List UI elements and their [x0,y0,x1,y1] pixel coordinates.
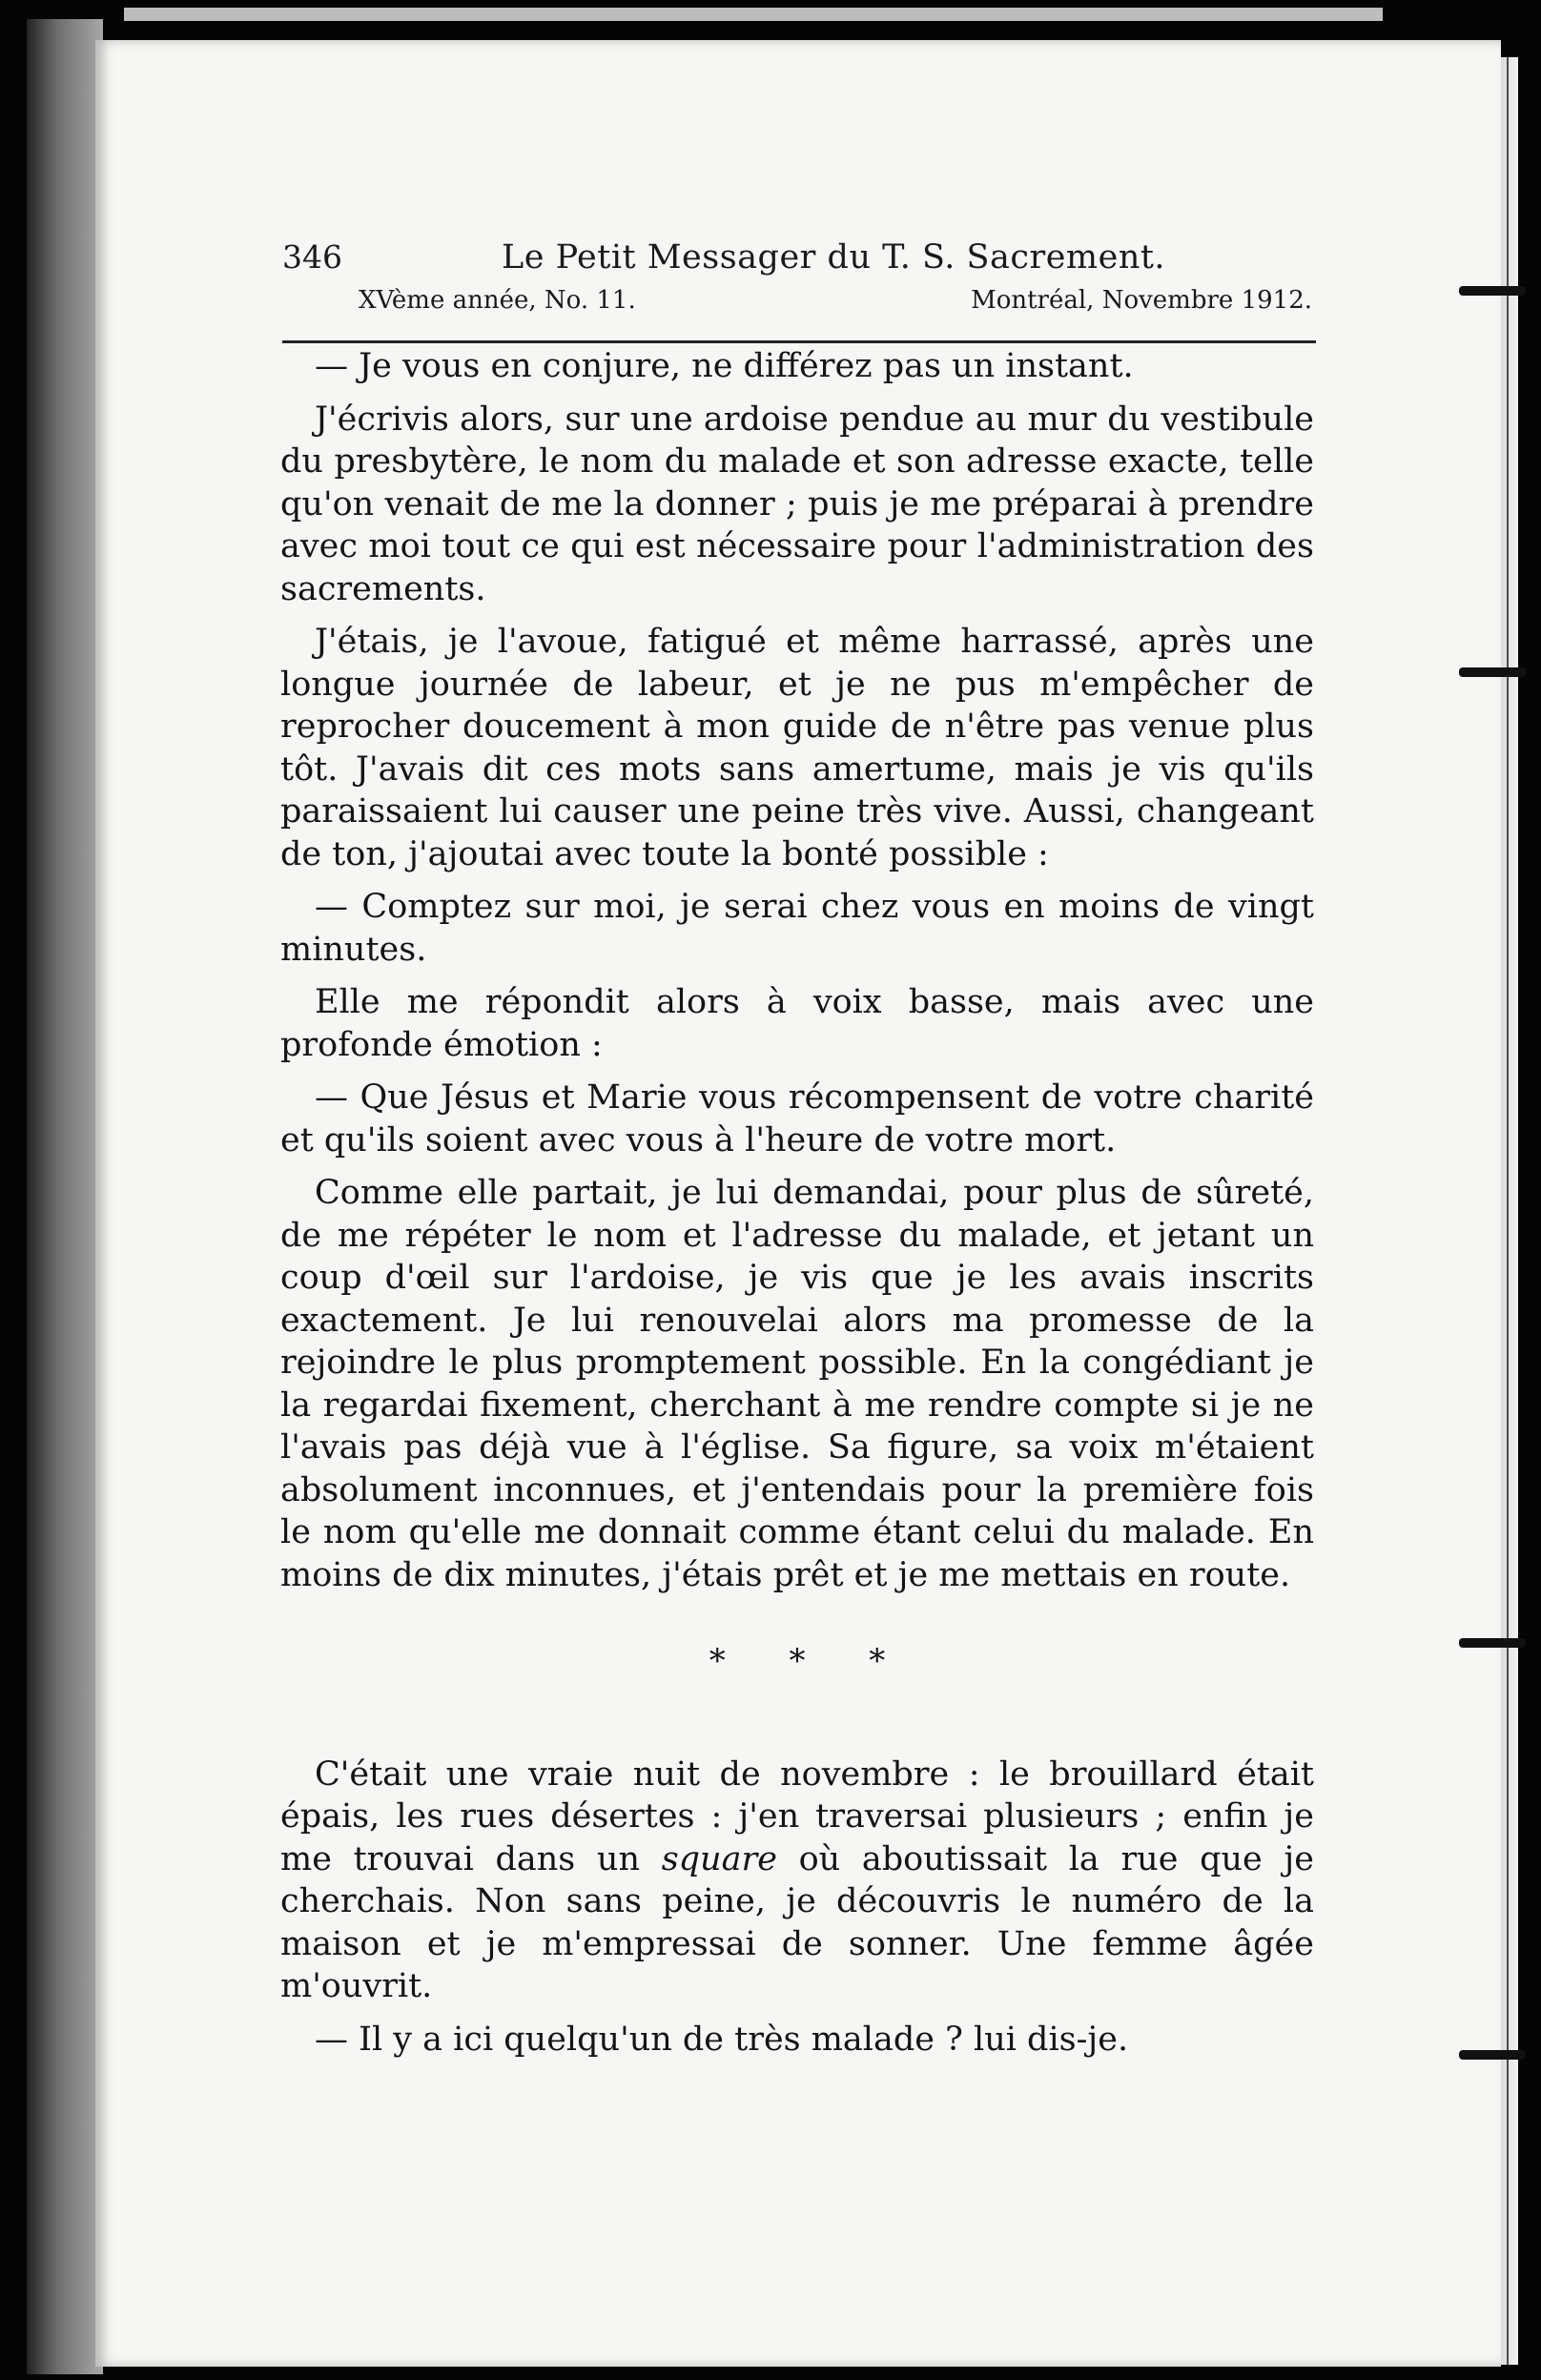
binding-stitch [1459,1638,1526,1648]
binding-stitch [1459,667,1526,677]
header-rule [282,340,1316,343]
paragraph: Elle me répondit alors à voix basse, mais avec une profonde émotion : [280,983,1314,1064]
article-body [280,345,1314,2071]
running-header [282,238,1312,326]
top-page-edge [124,8,1383,21]
dateline: Montréal, Novembre 1912. [971,286,1312,315]
right-page-edge [1499,57,1518,2365]
binding-stitch [1459,2050,1526,2060]
paragraph: — Comptez sur moi, je serai chez vous en moins de vingt minutes. [280,888,1314,969]
journal-title: Le Petit Messager du T. S. Sacrement. [502,238,1166,277]
page-number: 346 [282,238,342,276]
paragraph-text: où aboutissait la rue que je cherchais. Non sans peine, je découvris le numéro de la maison et je m'empressai de sonner. Une femme âgée m'ouvrit. [280,1839,1314,2005]
paragraph [280,1754,1314,2008]
paragraph-text: C'était une vraie nuit de novembre : le brouillard était épais, les rues désertes : j'en traversai plusieurs ; enfin je me trouvai dans un [280,1754,1314,1878]
paragraph: Comme elle partait, je lui demandai, pour plus de sûreté, de me répéter le nom et l'adresse du malade, et jetant un coup d'œil sur l'ardoise, je vis que je les avais inscrits exactement. Je lui renouvelai alors ma promesse de la rejoindre le plus promptement possible. En la congédiant je la regardai fixement, cherchant à me rendre compte si je ne l'avais pas déjà vue à l'église. Sa figure, sa voix m'étaient absolument inconnues, et j'entendais pour la première fois le nom qu'elle me donnait comme étant celui du malade. En moins de dix minutes, j'étais prêt et je me mettais en route. [280,1174,1314,1594]
paragraph: — Il y a ici quelqu'un de très malade ? lui dis-je. [315,2020,1129,2059]
paragraph: J'étais, je l'avoue, fatigué et même harrassé, après une longue journée de labeur, et je ne pus m'empêcher de reprocher doucement à mon guide de n'être pas venue plus tôt. J'avais dit ces mots sans amertume, mais je vis qu'ils paraissaient lui causer une peine très vive. Aussi, changeant de ton, j'ajoutai avec toute la bonté possible : [280,623,1314,873]
issue-number: XVème année, No. 11. [359,286,636,315]
left-page-edge [27,19,103,2374]
section-separator: * * * [709,1642,913,1680]
paragraph: — Je vous en conjure, ne différez pas un instant. [315,347,1134,385]
binding-line [1507,57,1509,2365]
paragraph: — Que Jésus et Marie vous récompensent de votre charité et qu'ils soient avec vous à l'heure de votre mort. [280,1078,1314,1159]
italic-word: square [661,1839,777,1878]
binding-stitch [1459,286,1526,296]
paragraph: J'écrivis alors, sur une ardoise pendue au mur du vestibule du presbytère, le nom du malade et son adresse exacte, telle qu'on venait de me la donner ; puis je me préparai à prendre avec moi tout ce qui est nécessaire pour l'administration des sacrements. [280,400,1314,608]
